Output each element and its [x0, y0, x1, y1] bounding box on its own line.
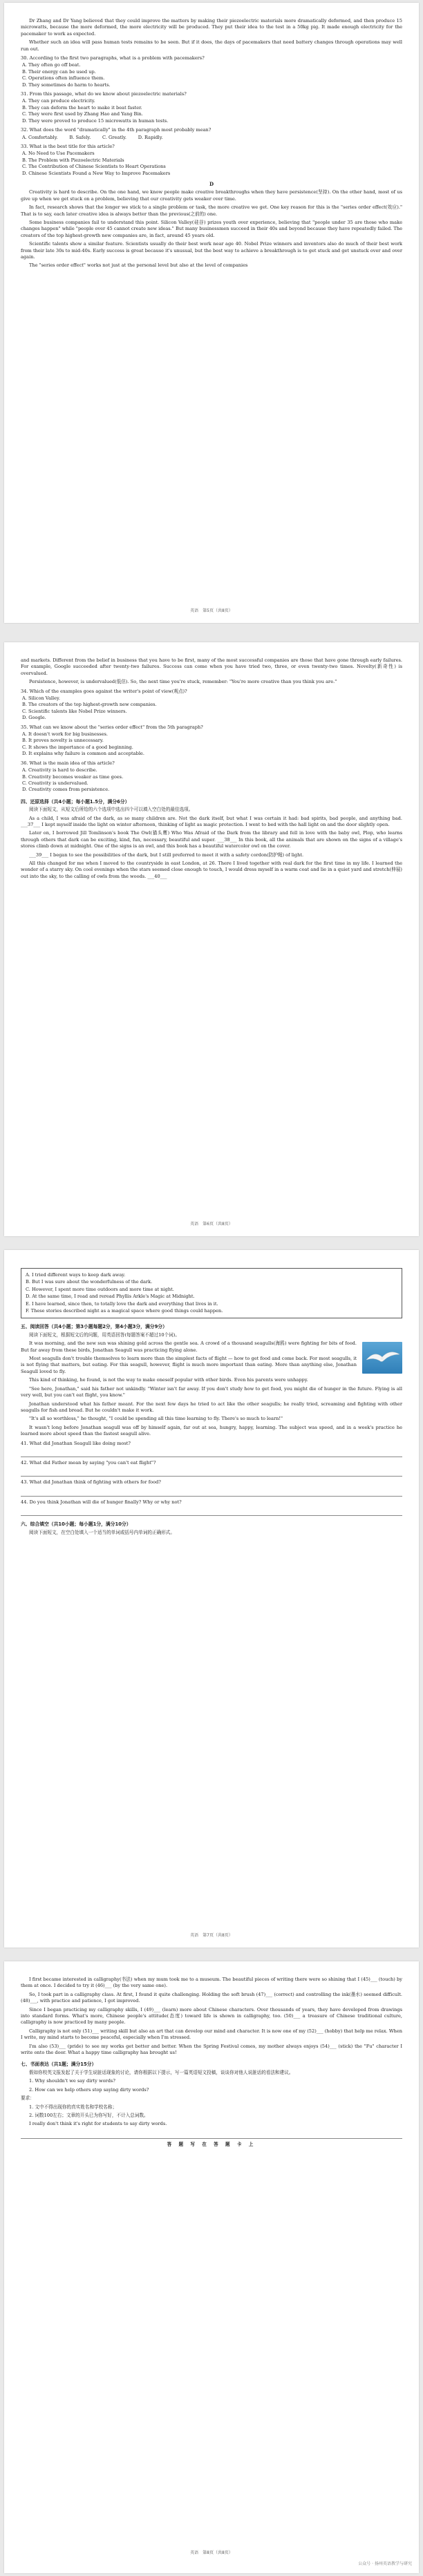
- jonathan-paragraph-6: "It's all so worthless," he thought, "I could be spending all this time learning to fly. There's so much to learn!": [29, 1416, 283, 1422]
- section-4-heading: 四、还原选择（共4小题；每小题1.5分，满分6分）: [21, 798, 130, 805]
- jonathan-paragraph-3: This kind of thinking, he found, is not the way to make oneself popular with other birds. Even his parents were unhappy.: [29, 1377, 308, 1383]
- passage-d-paragraph-7: Persistence, however, is undervalued(低估). So, the next time you're stuck, remember: "You're more creative than you think you are.": [29, 679, 337, 685]
- q34-option-a: A. Silicon Valley.: [22, 695, 60, 702]
- q35-option-d: D. It explains why failure is common and acceptable.: [22, 751, 144, 757]
- seagull-image: [362, 1342, 402, 1374]
- hint-2: 2. How can we help others stop saying dirty words?: [29, 2086, 149, 2093]
- passage-d-paragraph-3: Some business companies fail to understand this point. Silicon Valley(硅谷) prizes youth over experience, believing that "people under 35 are those who make changes happen" while "people over 45 cannot create new ideas." But many businessmen succeed in their 40s and beyond because they have repeatedly failed. The creators of the top highest-growth new companies are, in fact, around 45 years old.: [21, 219, 402, 238]
- q36-option-a: A. Creativity is hard to describe.: [22, 767, 97, 773]
- answer-on-sheet-note: 答 题 写 在 答 题 卡 上: [167, 2141, 256, 2147]
- requirement-2: 2. 词数100左右；文章的开头已为你写好，不计入总词数。: [29, 2112, 149, 2118]
- question-41: 41. What did Jonathan Seagull like doing most?: [21, 1440, 131, 1446]
- q31-option-a: A. They can produce electricity.: [22, 98, 95, 104]
- question-35: 35. What can we know about the "series order effect" from the 5th paragraph?: [21, 724, 203, 730]
- question-43: 43. What did Jonathan think of fighting with others for food?: [21, 1479, 161, 1486]
- q30-option-d: D. They sometimes do harm to hearts.: [22, 81, 111, 88]
- question-34: 34. Which of the examples goes against the writer's point of view(观点)?: [21, 688, 187, 694]
- intro-paragraph-1: Dr Zhang and Dr Yang believed that they could improve the matters by making their piezoelectric materials more dramatically deformed, and then produce 15 microwatts, because the more deformed, the more electricity will be produced. They put their idea to the test in a 50kg pig. It made enough electricity for the pacemaker to work as expected.: [21, 18, 402, 37]
- sentence-option-b: B. But I was sure about the wonderfulness of the dark.: [26, 1279, 153, 1285]
- q34-option-b: B. The creators of the top highest-growth new companies.: [22, 702, 157, 708]
- passage-d-paragraph-4: Scientific talents show a similar feature. Scientists usually do their best work near age 40. Nobel Prize winners and inventors also do much of their best work from their late 30s to mid-40s. Early success is great because it's unusual, but the best way to achieve a breakthrough is to get stuck and get unstuck over and over again.: [21, 241, 402, 260]
- question-42: 42. What did Father mean by saying "you can't eat flight"?: [21, 1459, 156, 1465]
- sentence-option-d: D. At the same time, I read and reread Phyllis Arkle's Magic at Midnight.: [26, 1294, 195, 1300]
- page-footer: 英语 第6页（共8页）: [190, 1222, 233, 1227]
- sentence-option-f: F. These stories described night as a magical space where good things could happen.: [26, 1308, 223, 1314]
- q36-option-c: C. Creativity is undervalued.: [22, 780, 88, 786]
- sentence-option-a: A. I tried different ways to keep dark away.: [26, 1272, 126, 1278]
- section-5-heading: 五、阅读回答（共4小题；第3小题每题2分，第4小题3分，满分9分）: [21, 1324, 167, 1330]
- calligraphy-paragraph-3: Since I began practicing my calligraphy skills, I (49)___ (learn) more about Chinese characters. Over thousands of years, they have developed from drawings into standard forms. What's more, Chinese people's attitude(态度) toward life is shown in calligraphy, too. (50)___ a treasure of Chinese traditional culture, calligraphy is now practiced by many people.: [21, 2006, 402, 2026]
- jonathan-paragraph-2: Most seagulls don't trouble themselves to learn more than the simplest facts of flight — how to get food and come back. For most seagulls, it is not flying that matters, but eating. For this seagull, however, flight is much more important than eating. More than anything else, Jonathan Seagull loved to fly.: [21, 1356, 357, 1374]
- q35-option-a: A. It doesn't work for big businesses.: [22, 731, 109, 738]
- section-4-instruction: 阅读下面短文，从短文后所给的六个选项中选出四个可以填入空白处的最佳选项。: [29, 807, 194, 813]
- q35-option-c: C. It shows the importance of a good beginning.: [22, 744, 133, 750]
- page-footer: 英语 第5页（共8页）: [190, 608, 233, 613]
- passage-d-label: D: [209, 180, 214, 187]
- section-7-instruction: 假如你校英文报发起了关于学生说脏话现象的讨论，请你根据以下提示，写一篇英语短文投稿，谈谈你对他人说脏话的看法和建议。: [29, 2069, 294, 2075]
- q35-option-b: B. It proves novelty is unnecessary.: [22, 738, 104, 744]
- question-44: 44. Do you think Jonathan will die of hunger finally? Why or why not?: [21, 1499, 182, 1505]
- jonathan-paragraph-5: Jonathan understood what his father meant. For the next few days he tried to act like the other seagulls; he really tried, screaming and fighting with other seagulls for fish and bread. But he couldn't make it work.: [21, 1401, 402, 1413]
- page-3: [4, 1250, 419, 1948]
- q30-option-b: B. Their energy can be used up.: [22, 68, 96, 75]
- q36-option-b: B. Creativity becomes weaker as time goes.: [22, 773, 124, 780]
- section-6-heading: 六、综合填空（共10小题；每小题1分，满分10分）: [21, 1521, 131, 1528]
- calligraphy-paragraph-2: So, I took part in a calligraphy class. At first, I found it quite challenging. Holding the soft brush (47)___ (correct) and controlling the ink(墨水) seemed difficult. (48)___, with practice and patience, I got improved.: [21, 1991, 402, 2004]
- q33-option-b: B. The Problem with Piezoelectric Materials: [22, 157, 124, 163]
- q34-option-d: D. Google.: [22, 715, 46, 721]
- passage-d-paragraph-5: The "series order effect" works not just at the personal level but also at the level of companies: [29, 262, 248, 269]
- question-33: 33. What is the best title for this article?: [21, 143, 115, 149]
- answer-line-43: [21, 1488, 402, 1497]
- jonathan-paragraph-1: It was morning, and the new sun was shining gold across the gentle sea. A crowd of a thousand seagulls(海鸥) were fighting for bits of food. But far away from these birds, Jonathan Seagull was practicing flying alone.: [21, 1340, 357, 1353]
- page-footer: 英语 第8页（共8页）: [190, 2550, 233, 2555]
- watermark: 公众号 · 扬州英语教学与研究: [358, 2561, 412, 2566]
- jonathan-paragraph-7: It wasn't long before Jonathan seagull was off by himself again, far out at sea, hungry, happy, learning. The subject was speed, and in a week's practice he learned more about speed than the fastest seagull alive.: [21, 1424, 402, 1437]
- question-30: 30. According to the first two paragraphs, what is a problem with pacemakers?: [21, 55, 205, 61]
- q34-option-c: C. Scientific talents like Nobel Prize winners.: [22, 708, 127, 714]
- calligraphy-paragraph-5: I'm also (53)___ (pride) to see my works get better and better. When the Spring Festival comes, my mother always enjoys (54)___ (stick) the "Fu" character I write onto the door. What a happy time calligraphy has brought us!: [21, 2043, 402, 2056]
- jonathan-paragraph-4: "See here, Jonathan," said his father not unkindly. "Winter isn't far away. If you don't study how to get food, you might die of hunger in the future. Flying is all very well, but you can't eat flight, you know.": [21, 1385, 402, 1398]
- sentence-options-box: [21, 1268, 402, 1318]
- q33-option-a: A. No Need to Use Pacemakers: [22, 151, 95, 157]
- answer-line-41: [21, 1448, 402, 1457]
- essay-start: I really don't think it's right for students to say dirty words.: [29, 2121, 167, 2127]
- story-paragraph-3: ___39___ I began to see the possibilities of the dark, but I still preferred to meet it with a safety cordon(防护绳) of light.: [29, 852, 304, 858]
- q30-option-c: C. Operations often influence them.: [22, 75, 105, 81]
- question-36: 36. What is the main idea of this article?: [21, 760, 115, 766]
- passage-d-paragraph-2: In fact, research shows that the longer we stick to a single problem or task, the more creative we get. One key reason for this is the "series order effect(效应)." That is to say, each later creative idea is always better than the previous(之前的) one.: [21, 204, 402, 217]
- q31-option-d: D. They were proved to produce 15 microwatts in human tests.: [22, 117, 169, 124]
- page-4: [4, 1961, 419, 2573]
- section-5-instruction: 阅读下面短文，根据短文后的问题，用英语回答(每题答案不超过10个词)。: [29, 1332, 180, 1338]
- section-7-heading: 七、书面表达（共1题；满分15分）: [21, 2061, 97, 2068]
- q31-option-c: C. They were first used by Zhang Hao and Yang Bin.: [22, 111, 143, 117]
- calligraphy-paragraph-4: Calligraphy is not only (51)___ writing skill but also an art that can develop our mind and character. It is now one of my (52)___ (hobby) that help me relax. When I write, my mind starts to become peaceful, especially when I'm stressed.: [21, 2028, 402, 2041]
- section-6-instruction: 阅读下面短文，在空白处填入一个适当的单词或括号内单词的正确形式。: [29, 1529, 175, 1535]
- intro-paragraph-2: Whether such an idea will pass human tests remains to be seen. But if it does, the days of pacemakers that need battery changes through operations may well run out.: [21, 39, 402, 52]
- sentence-option-e: E. I have learned, since then, to totally love the dark and everything that lives in it.: [26, 1300, 218, 1307]
- story-paragraph-2: Later on, I borrowed Jill Tomlinson's book The Owl(猫头鹰) Who Was Afraid of the Dark from the library and fell in love with the baby owl, Plop, who learns through others that dark can be exciting, kind, fun, necessary, beautiful and super. ___38___ In this book, all the animals that are shown on the signs of a village's stores climb down at midnight. One of the signs is an owl, and this book has a beautiful watercolor owl on the cover.: [21, 830, 402, 849]
- answer-line-42: [21, 1468, 402, 1477]
- answer-line-44: [21, 1507, 402, 1516]
- story-paragraph-4: All this changed for me when I moved to the countryside in east London, at 26. There I lived together with real dark for the first time in my life. I learned the wonder of a starry sky. On cool evenings when the stars seemed close enough to touch, I would dress myself in a warm coat and lie in a quiet yard and stretch(伸展) out into the sky, to the calling of owls from the woods. ___40___: [21, 860, 402, 879]
- q36-option-d: D. Creativity comes from persistence.: [22, 787, 110, 793]
- q32-options: A. Comfortably. B. Safely. C. Greatly. D. Rapidly.: [22, 134, 163, 140]
- calligraphy-paragraph-1: I first became interested in calligraphy(书法) when my mum took me to a museum. The beautiful pieces of writing there were so shining that I (45)___ (touch) by them at once. I decided to try it (46)___ (by the very same one).: [21, 1977, 402, 1989]
- q30-option-a: A. They often go off beat.: [22, 62, 81, 68]
- question-31: 31. From this passage, what do we know about piezoelectric materials?: [21, 91, 187, 97]
- requirement-1: 1. 文中不得出现你的真实姓名和学校名称；: [29, 2104, 118, 2110]
- q33-option-d: D. Chinese Scientists Found a New Way to Improve Pacemakers: [22, 170, 171, 176]
- requirements-label: 要求：: [21, 2095, 35, 2102]
- story-paragraph-1: As a child, I was afraid of the dark, as so many children are. Not the dark itself, but what I was certain it had: bad spirits, bad people, and anything bad. ___37___ I kept myself inside the light on winter afternoon, thinking of light as magic protection. I went to bed with the hall light on and the door slightly open.: [21, 815, 402, 827]
- passage-d-paragraph-6: and markets. Different from the belief in business that you have to be first, many of the most successful companies are those that have gone through early failures. For example, Google succeeded after twenty-two failures. Success can come when you have tried two, three, or even twenty-two times. Novelty(新奇性) is overvalued.: [21, 657, 402, 676]
- seagull-icon: [362, 1342, 402, 1374]
- hint-1: 1. Why shouldn't we say dirty words?: [29, 2078, 115, 2084]
- essay-line: [21, 2130, 402, 2139]
- page-1: [4, 3, 419, 623]
- page-2: [4, 642, 419, 1236]
- page-footer: 英语 第7页（共8页）: [190, 1933, 233, 1938]
- q31-option-b: B. They can deform the heart to make it beat faster.: [22, 104, 142, 110]
- passage-d-paragraph-1: Creativity is hard to describe. On the one hand, we know people make creative breakthroughs when they have persistence(坚持). On the other hand, most of us give up when we get stuck on a problem, believing that our creativity gets weaker over time.: [21, 189, 402, 202]
- question-32: 32. What does the word "dramatically" in the 4th paragraph most probably mean?: [21, 127, 212, 133]
- sentence-option-c: C. However, I spent more time outdoors and more time at night.: [26, 1286, 174, 1292]
- q33-option-c: C. The Contribution of Chinese Scientists to Heart Operations: [22, 164, 166, 170]
